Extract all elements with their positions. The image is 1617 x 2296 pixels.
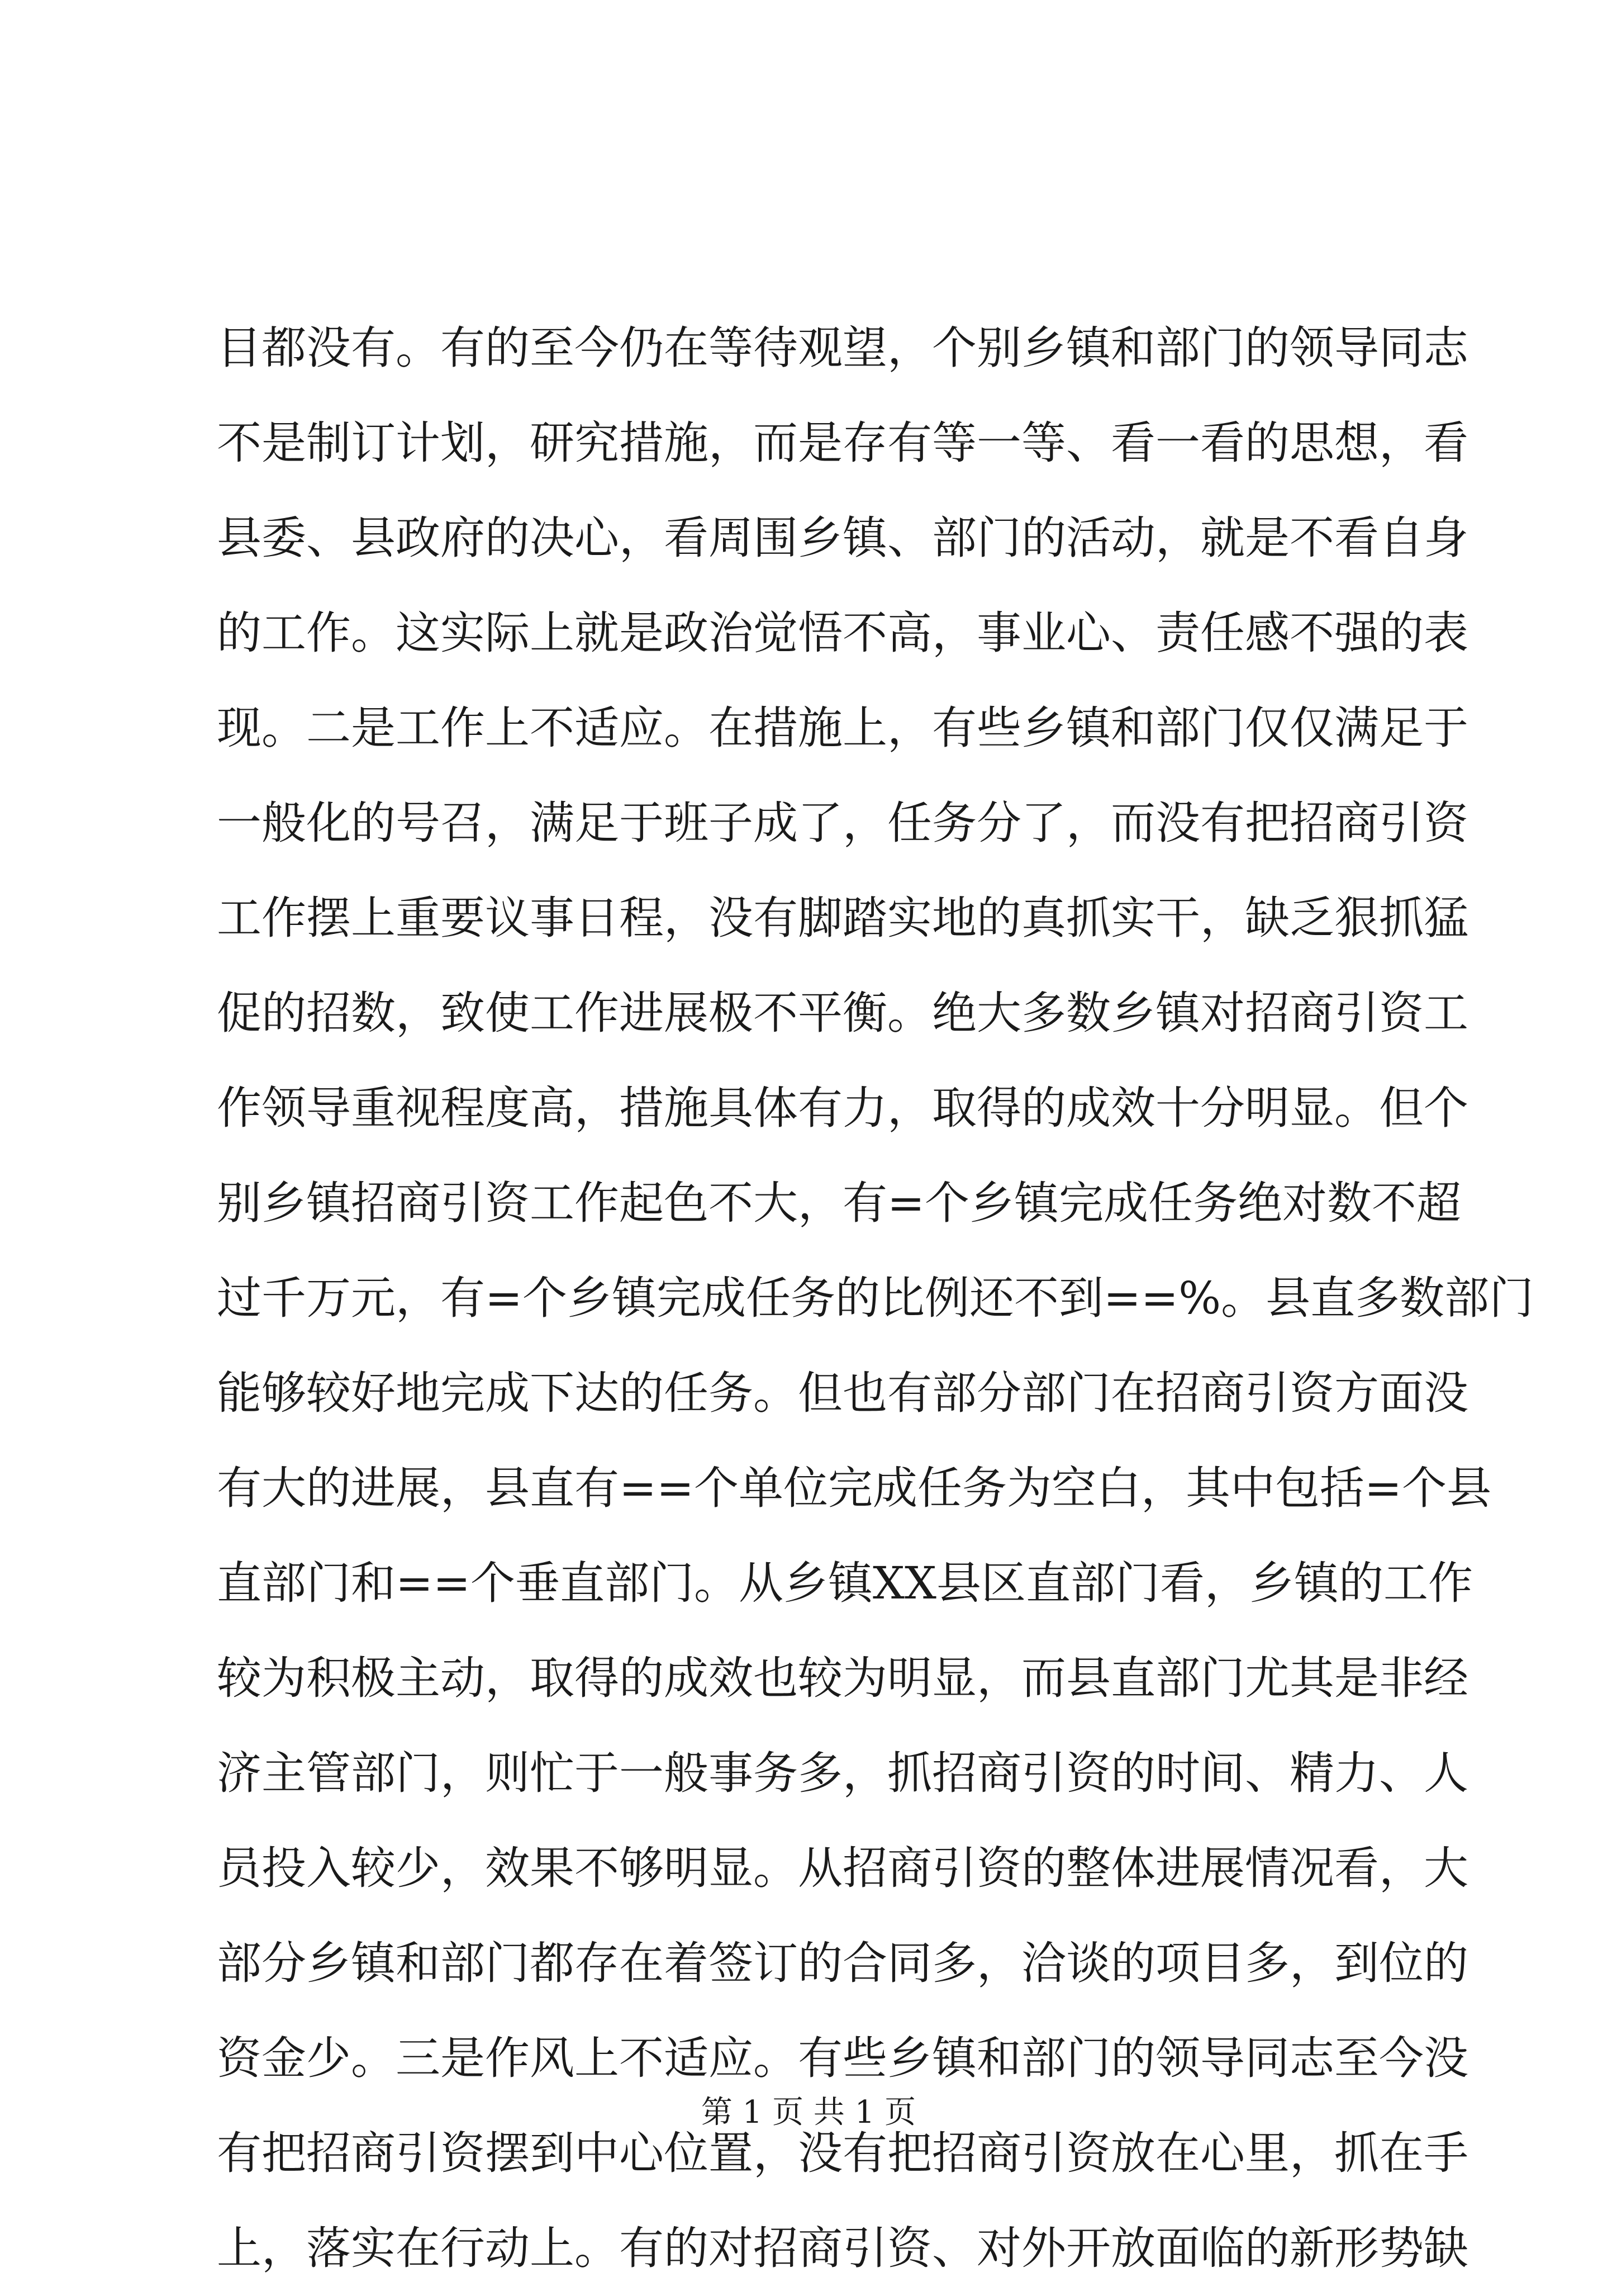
text-line: 能够较好地完成下达的任务。但也有部分部门在招商引资方面没: [217, 1367, 1468, 1419]
text-line: 工作摆上重要议事日程，没有脚踏实地的真抓实干，缺乏狠抓猛: [217, 892, 1468, 944]
text-line: 作领导重视程度高，措施具体有力，取得的成效十分明显。但个: [217, 1082, 1468, 1134]
page-number-label: 第 1 页 共 1 页: [701, 2094, 916, 2131]
text-line: 一般化的号召，满足于班子成了，任务分了，而没有把招商引资: [217, 797, 1468, 849]
text-line: 资金少。三是作风上不适应。有些乡镇和部门的领导同志至今没: [217, 2032, 1468, 2084]
text-line: 促的招数，致使工作进展极不平衡。绝大多数乡镇对招商引资工: [217, 987, 1468, 1039]
text-line: 较为积极主动，取得的成效也较为明显，而县直部门尤其是非经: [217, 1652, 1468, 1704]
text-line: 济主管部门，则忙于一般事务多，抓招商引资的时间、精力、人: [217, 1747, 1468, 1799]
text-line: 不是制订计划，研究措施，而是存有等一等、看一看的思想，看: [217, 417, 1468, 469]
text-line: 上，落实在行动上。有的对招商引资、对外开放面临的新形势缺: [217, 2222, 1468, 2274]
page-footer: [0, 2090, 1617, 2135]
text-line: 员投入较少，效果不够明显。从招商引资的整体进展情况看，大: [217, 1842, 1468, 1894]
text-line: 有大的进展，县直有==个单位完成任务为空白，其中包括=个县: [217, 1462, 1492, 1514]
text-line: 部分乡镇和部门都存在着签订的合同多，洽谈的项目多，到位的: [217, 1937, 1468, 1989]
text-line: 县委、县政府的决心，看周围乡镇、部门的活动，就是不看自身: [217, 512, 1468, 564]
text-line: 现。二是工作上不适应。在措施上，有些乡镇和部门仅仅满足于: [217, 702, 1468, 754]
text-line: 目都没有。有的至今仍在等待观望，个别乡镇和部门的领导同志: [217, 322, 1468, 374]
text-line: 别乡镇招商引资工作起色不大，有=个乡镇完成任务绝对数不超: [217, 1177, 1462, 1229]
text-line: 的工作。这实际上就是政治觉悟不高，事业心、责任感不强的表: [217, 607, 1468, 659]
text-line: 过千万元，有=个乡镇完成任务的比例还不到==%。县直多数部门: [217, 1272, 1534, 1324]
text-line: 有把招商引资摆到中心位置，没有把招商引资放在心里，抓在手: [217, 2127, 1468, 2179]
text-line: 直部门和==个垂直部门。从乡镇XX县区直部门看，乡镇的工作: [217, 1557, 1473, 1609]
body-text: [217, 301, 1534, 2296]
